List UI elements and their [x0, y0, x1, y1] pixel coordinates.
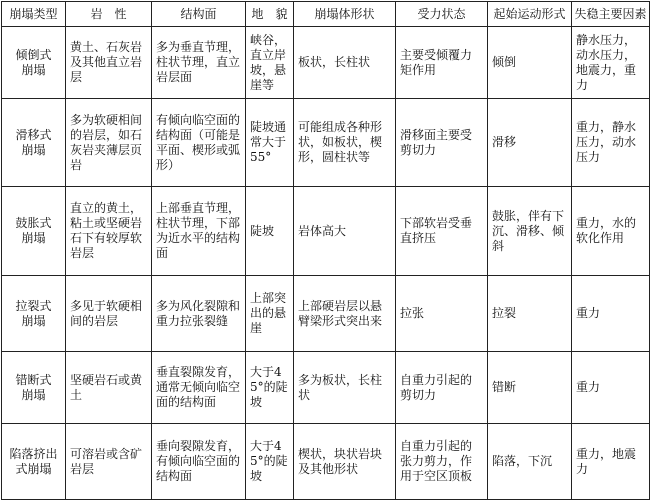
cell-instability-factors: 重力，水的软化作用 [572, 187, 650, 276]
cell-collapse-type: 陷落挤出 式崩塌 [2, 424, 66, 500]
cell-instability-factors: 静水压力，动水压力，地震力，重力 [572, 27, 650, 99]
cell-initial-motion: 陷落，下沉 [488, 424, 572, 500]
header-mass-shape: 崩塌体形状 [294, 2, 396, 27]
cell-landform: 大于45°的陡坡 [246, 352, 294, 424]
table-row [2, 352, 650, 424]
table-row [2, 27, 650, 99]
cell-stress-state: 自重力引起的张力剪力，作用于空区顶板 [396, 424, 488, 500]
cell-lithology: 可溶岩或含矿岩层 [66, 424, 152, 500]
cell-structural-plane: 上部垂直节理，柱状节理，下部为近水平的结构面 [152, 187, 246, 276]
header-collapse-type: 崩塌类型 [2, 2, 66, 27]
cell-mass-shape: 多为板状，长柱状 [294, 352, 396, 424]
cell-mass-shape: 楔状，块状岩块及其他形状 [294, 424, 396, 500]
table-row [2, 276, 650, 352]
cell-instability-factors: 重力，静水压力，动水压力 [572, 99, 650, 187]
cell-stress-state: 自重力引起的剪切力 [396, 352, 488, 424]
header-initial-motion: 起始运动形式 [488, 2, 572, 27]
table-row [2, 187, 650, 276]
header-lithology: 岩 性 [66, 2, 152, 27]
cell-collapse-type: 错断式 崩塌 [2, 352, 66, 424]
cell-instability-factors: 重力 [572, 276, 650, 352]
cell-lithology: 多为软硬相间的岩层，如石灰岩夹薄层页岩 [66, 99, 152, 187]
cell-instability-factors: 重力 [572, 352, 650, 424]
cell-mass-shape: 上部硬岩层以悬臂梁形式突出来 [294, 276, 396, 352]
cell-stress-state: 滑移面主要受剪切力 [396, 99, 488, 187]
cell-instability-factors: 重力，地震力 [572, 424, 650, 500]
cell-collapse-type: 拉裂式 崩塌 [2, 276, 66, 352]
cell-initial-motion: 倾倒 [488, 27, 572, 99]
cell-initial-motion: 拉裂 [488, 276, 572, 352]
header-structural-plane: 结构面 [152, 2, 246, 27]
cell-structural-plane: 垂向裂隙发育，有倾向临空面的结构面 [152, 424, 246, 500]
cell-stress-state: 主要受倾覆力矩作用 [396, 27, 488, 99]
cell-lithology: 直立的黄土，粘土或坚硬岩石下有较厚软岩层 [66, 187, 152, 276]
header-row [2, 2, 650, 27]
header-instability-factors: 失稳主要因素 [572, 2, 650, 27]
cell-landform: 上部突出的悬崖 [246, 276, 294, 352]
cell-mass-shape: 板状，长柱状 [294, 27, 396, 99]
cell-landform: 陡坡通常大于55° [246, 99, 294, 187]
cell-landform: 峡谷，直立岸坡，悬崖等 [246, 27, 294, 99]
cell-mass-shape: 可能组成各种形状，如板状，楔形，圆柱状等 [294, 99, 396, 187]
table-row [2, 99, 650, 187]
cell-structural-plane: 多为风化裂隙和重力拉张裂缝 [152, 276, 246, 352]
cell-structural-plane: 垂直裂隙发育，通常无倾向临空面的结构面 [152, 352, 246, 424]
cell-landform: 大于45°的陡坡 [246, 424, 294, 500]
cell-collapse-type: 倾倒式 崩塌 [2, 27, 66, 99]
cell-mass-shape: 岩体高大 [294, 187, 396, 276]
cell-lithology: 多见于软硬相间的岩层 [66, 276, 152, 352]
header-landform: 地 貌 [246, 2, 294, 27]
table-row [2, 424, 650, 500]
header-stress-state: 受力状态 [396, 2, 488, 27]
cell-lithology: 坚硬岩石或黄土 [66, 352, 152, 424]
cell-initial-motion: 鼓胀，伴有下沉、滑移、倾斜 [488, 187, 572, 276]
cell-initial-motion: 错断 [488, 352, 572, 424]
cell-collapse-type: 滑移式 崩塌 [2, 99, 66, 187]
collapse-types-table [1, 1, 650, 500]
cell-collapse-type: 鼓胀式 崩塌 [2, 187, 66, 276]
cell-stress-state: 下部软岩受垂直挤压 [396, 187, 488, 276]
cell-stress-state: 拉张 [396, 276, 488, 352]
cell-structural-plane: 有倾向临空面的结构面（可能是平面、楔形或弧形） [152, 99, 246, 187]
cell-structural-plane: 多为垂直节理，柱状节理，直立岩层面 [152, 27, 246, 99]
cell-landform: 陡坡 [246, 187, 294, 276]
cell-initial-motion: 滑移 [488, 99, 572, 187]
cell-lithology: 黄土、石灰岩及其他直立岩层 [66, 27, 152, 99]
